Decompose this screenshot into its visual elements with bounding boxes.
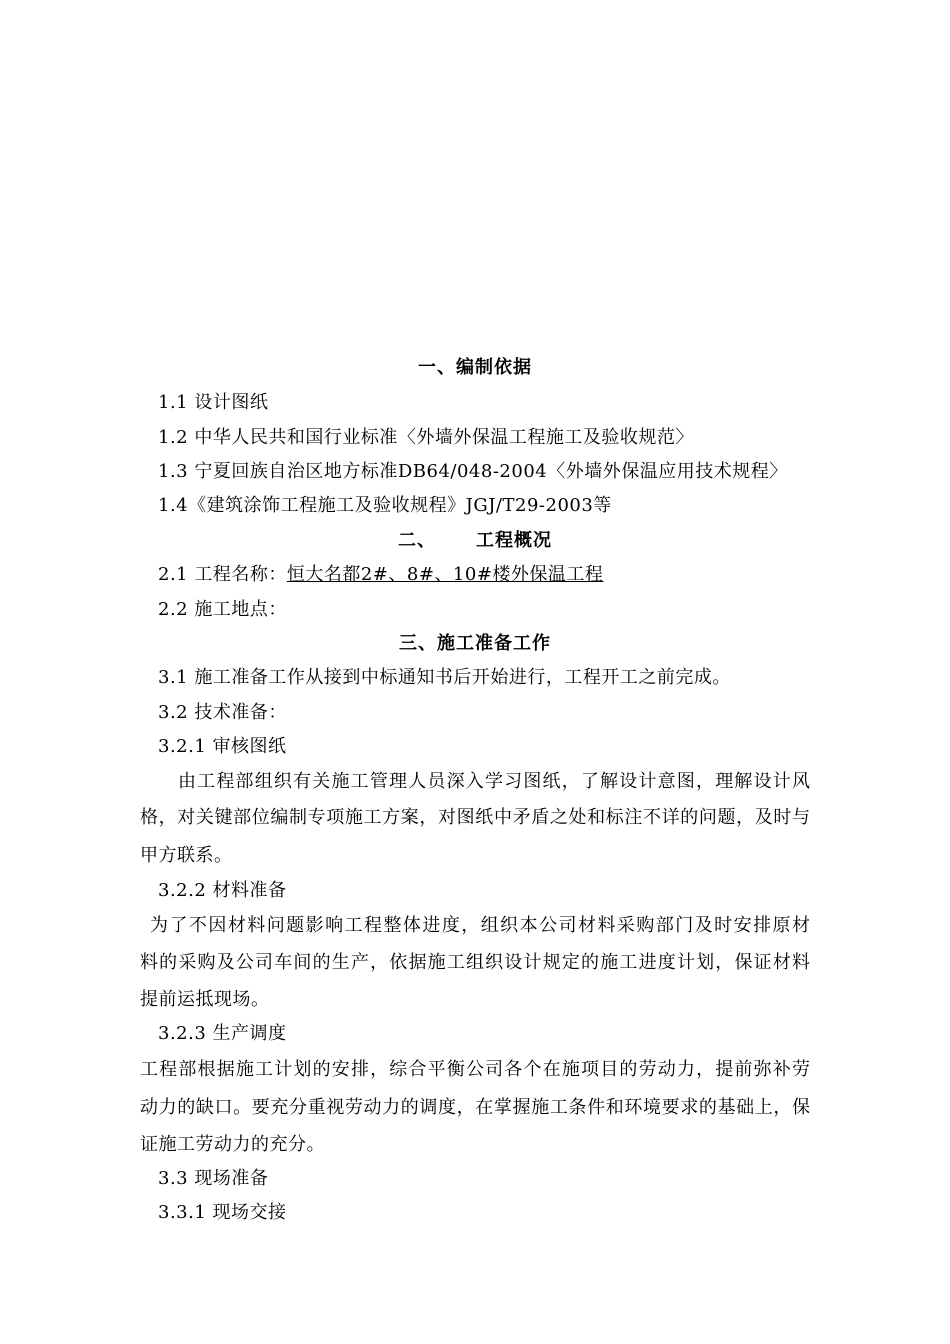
item-1-4: 1.4《建筑涂饰工程施工及验收规程》JGJ/T29-2003等 [158,495,612,516]
item-3-1: 3.1 施工准备工作从接到中标通知书后开始进行，工程开工之前完成。 [158,667,731,688]
section-1-heading: 一、编制依据 [418,357,532,378]
item-3-3-1: 3.3.1 现场交接 [158,1202,287,1223]
paragraph-3-2-3-line-3: 证施工劳动力的充分。 [140,1134,325,1155]
item-1-2: 1.2 中华人民共和国行业标准〈外墙外保温工程施工及验收规范〉 [158,427,694,448]
paragraph-3-2-2-line-3: 提前运抵现场。 [140,989,270,1010]
project-name-value: 恒大名都2#、8#、10#楼外保温工程 [286,564,604,585]
item-3-3: 3.3 现场准备 [158,1168,269,1189]
item-2-1 [158,563,603,587]
section-2-heading-text: 工程概况 [476,530,552,551]
section-2-heading [0,529,950,553]
project-name-label: 2.1 工程名称： [158,564,287,585]
item-3-2-2-title: 3.2.2 材料准备 [158,880,287,901]
section-2-heading-number: 二、 [398,530,436,551]
paragraph-3-2-1-line-2: 格，对关键部位编制专项施工方案，对图纸中矛盾之处和标注不详的问题，及时与 [140,807,810,828]
item-3-2: 3.2 技术准备： [158,702,287,723]
paragraph-3-2-1-line-1: 由工程部组织有关施工管理人员深入学习图纸，了解设计意图，理解设计风 [178,771,810,792]
paragraph-3-2-1-line-3: 甲方联系。 [140,845,233,866]
paragraph-3-2-3-line-2: 动力的缺口。要充分重视劳动力的调度，在掌握施工条件和环境要求的基础上，保 [140,1097,810,1118]
paragraph-3-2-2-line-1: 为了不因材料问题影响工程整体进度，组织本公司材料采购部门及时安排原材 [150,915,810,936]
item-3-2-1-title: 3.2.1 审核图纸 [158,736,287,757]
item-1-3: 1.3 宁夏回族自治区地方标准DB64/048-2004〈外墙外保温应用技术规程〉 [158,461,788,482]
paragraph-3-2-3-line-1: 工程部根据施工计划的安排，综合平衡公司各个在施项目的劳动力，提前弥补劳 [140,1059,810,1080]
item-2-2: 2.2 施工地点： [158,599,287,620]
paragraph-3-2-2-line-2: 料的采购及公司车间的生产，依据施工组织设计规定的施工进度计划，保证材料 [140,952,810,973]
item-3-2-3-title: 3.2.3 生产调度 [158,1023,287,1044]
section-3-heading: 三、施工准备工作 [399,633,551,654]
item-1-1: 1.1 设计图纸 [158,392,269,413]
